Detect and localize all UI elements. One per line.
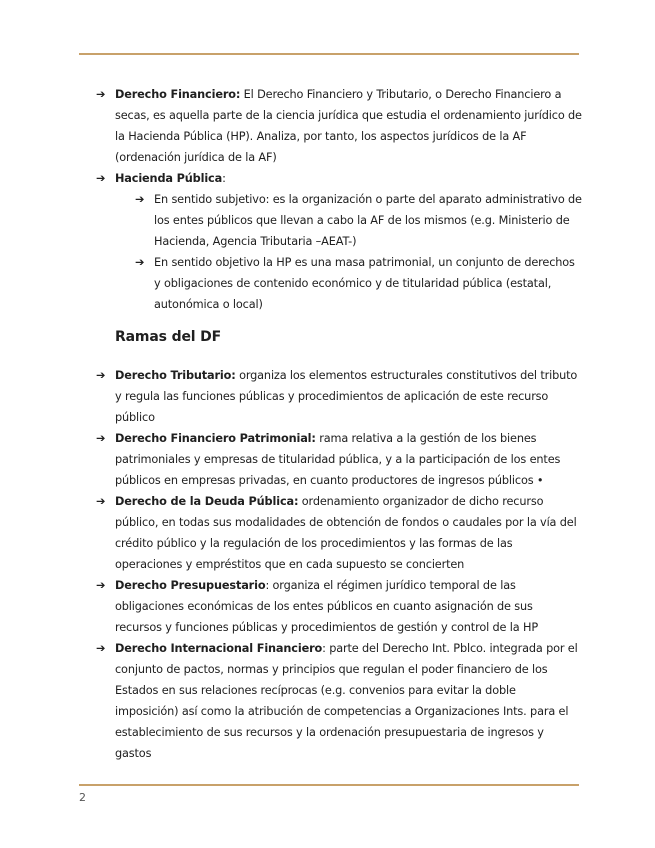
list-item-derecho-financiero-patrimonial xyxy=(96,428,582,491)
list-item-derecho-financiero xyxy=(96,84,582,168)
arrow-bullet-icon: ➔ xyxy=(135,256,145,269)
term-label: Derecho Financiero Patrimonial: xyxy=(115,432,316,445)
item-text: El Derecho Financiero y Tributario, o Derecho Financiero a secas, es aquella parte de la ciencia jurídica que estudia el ordenamiento jurídico de la Hacienda Pública (HP). Analiza, por tanto, los aspectos jurídicos de la AF (ordenación jurídica de la AF) xyxy=(115,88,582,164)
header-rule xyxy=(79,53,579,55)
arrow-bullet-icon: ➔ xyxy=(96,642,106,655)
arrow-bullet-icon: ➔ xyxy=(96,432,106,445)
arrow-bullet-icon: ➔ xyxy=(135,193,145,206)
list-item-derecho-deuda-publica xyxy=(96,491,582,575)
footer-rule xyxy=(79,784,579,786)
term-label: Derecho Tributario: xyxy=(115,369,236,382)
item-text: ordenamiento organizador de dicho recurso público, en todas sus modalidades de obtención de fondos o caudales por la vía del crédito público y la regulación de los procedimientos y las formas de las operaciones y empréstitos que en cada supuesto se concierten xyxy=(115,495,577,571)
arrow-bullet-icon: ➔ xyxy=(96,369,106,382)
list-item-derecho-presupuestario xyxy=(96,575,582,638)
arrow-bullet-icon: ➔ xyxy=(96,88,106,101)
document-body xyxy=(96,84,582,764)
item-text: En sentido subjetivo: es la organización o parte del aparato administrativo de los entes públicos que llevan a cabo la AF de los mismos (e.g. Ministerio de Hacienda, Agencia Tributaria –AEAT-) xyxy=(154,193,582,248)
item-text: organiza los elementos estructurales constitutivos del tributo y regula las funciones públicas y procedimientos de aplicación de este recurso público xyxy=(115,369,578,424)
list-item-hacienda-publica xyxy=(96,168,582,189)
section-heading: Ramas del DF xyxy=(115,329,222,345)
term-label: Derecho Financiero: xyxy=(115,88,241,101)
item-text: : organiza el régimen jurídico temporal de las obligaciones económicas de los entes públicos en cuanto asignación de sus recursos y funciones públicas y procedimientos de gestión y control de la HP xyxy=(115,579,538,634)
item-text: : parte del Derecho Int. Pblco. integrada por el conjunto de pactos, normas y principios que regulan el poder financiero de los Estados en sus relaciones recíprocas (e.g. convenios para evitar la doble imposición) así como la atribución de competencias a Organizaciones Ints. para el establecimiento de sus recursos y la ordenación presupuestaria de ingresos y gastos xyxy=(115,642,578,760)
term-label: Derecho de la Deuda Pública: xyxy=(115,495,299,508)
item-text: : xyxy=(222,172,226,185)
term-label: Hacienda Pública xyxy=(115,172,223,185)
list-item-derecho-tributario xyxy=(96,365,582,428)
page-number: 2 xyxy=(79,791,86,804)
arrow-bullet-icon: ➔ xyxy=(96,172,106,185)
sub-item-sentido-objetivo xyxy=(135,252,582,315)
term-label: Derecho Internacional Financiero xyxy=(115,642,323,655)
arrow-bullet-icon: ➔ xyxy=(96,495,106,508)
item-text: rama relativa a la gestión de los bienes patrimoniales y empresas de titularidad pública, y a la participación de los entes públicos en empresas privadas, en cuanto productores de ingresos públicos • xyxy=(115,432,561,487)
arrow-bullet-icon: ➔ xyxy=(96,579,106,592)
item-text: En sentido objetivo la HP es una masa patrimonial, un conjunto de derechos y obligaciones de contenido económico y de titularidad pública (estatal, autonómica o local) xyxy=(154,256,575,311)
term-label: Derecho Presupuestario xyxy=(115,579,266,592)
list-item-derecho-internacional-financiero xyxy=(96,638,582,764)
sub-item-sentido-subjetivo xyxy=(135,189,582,252)
